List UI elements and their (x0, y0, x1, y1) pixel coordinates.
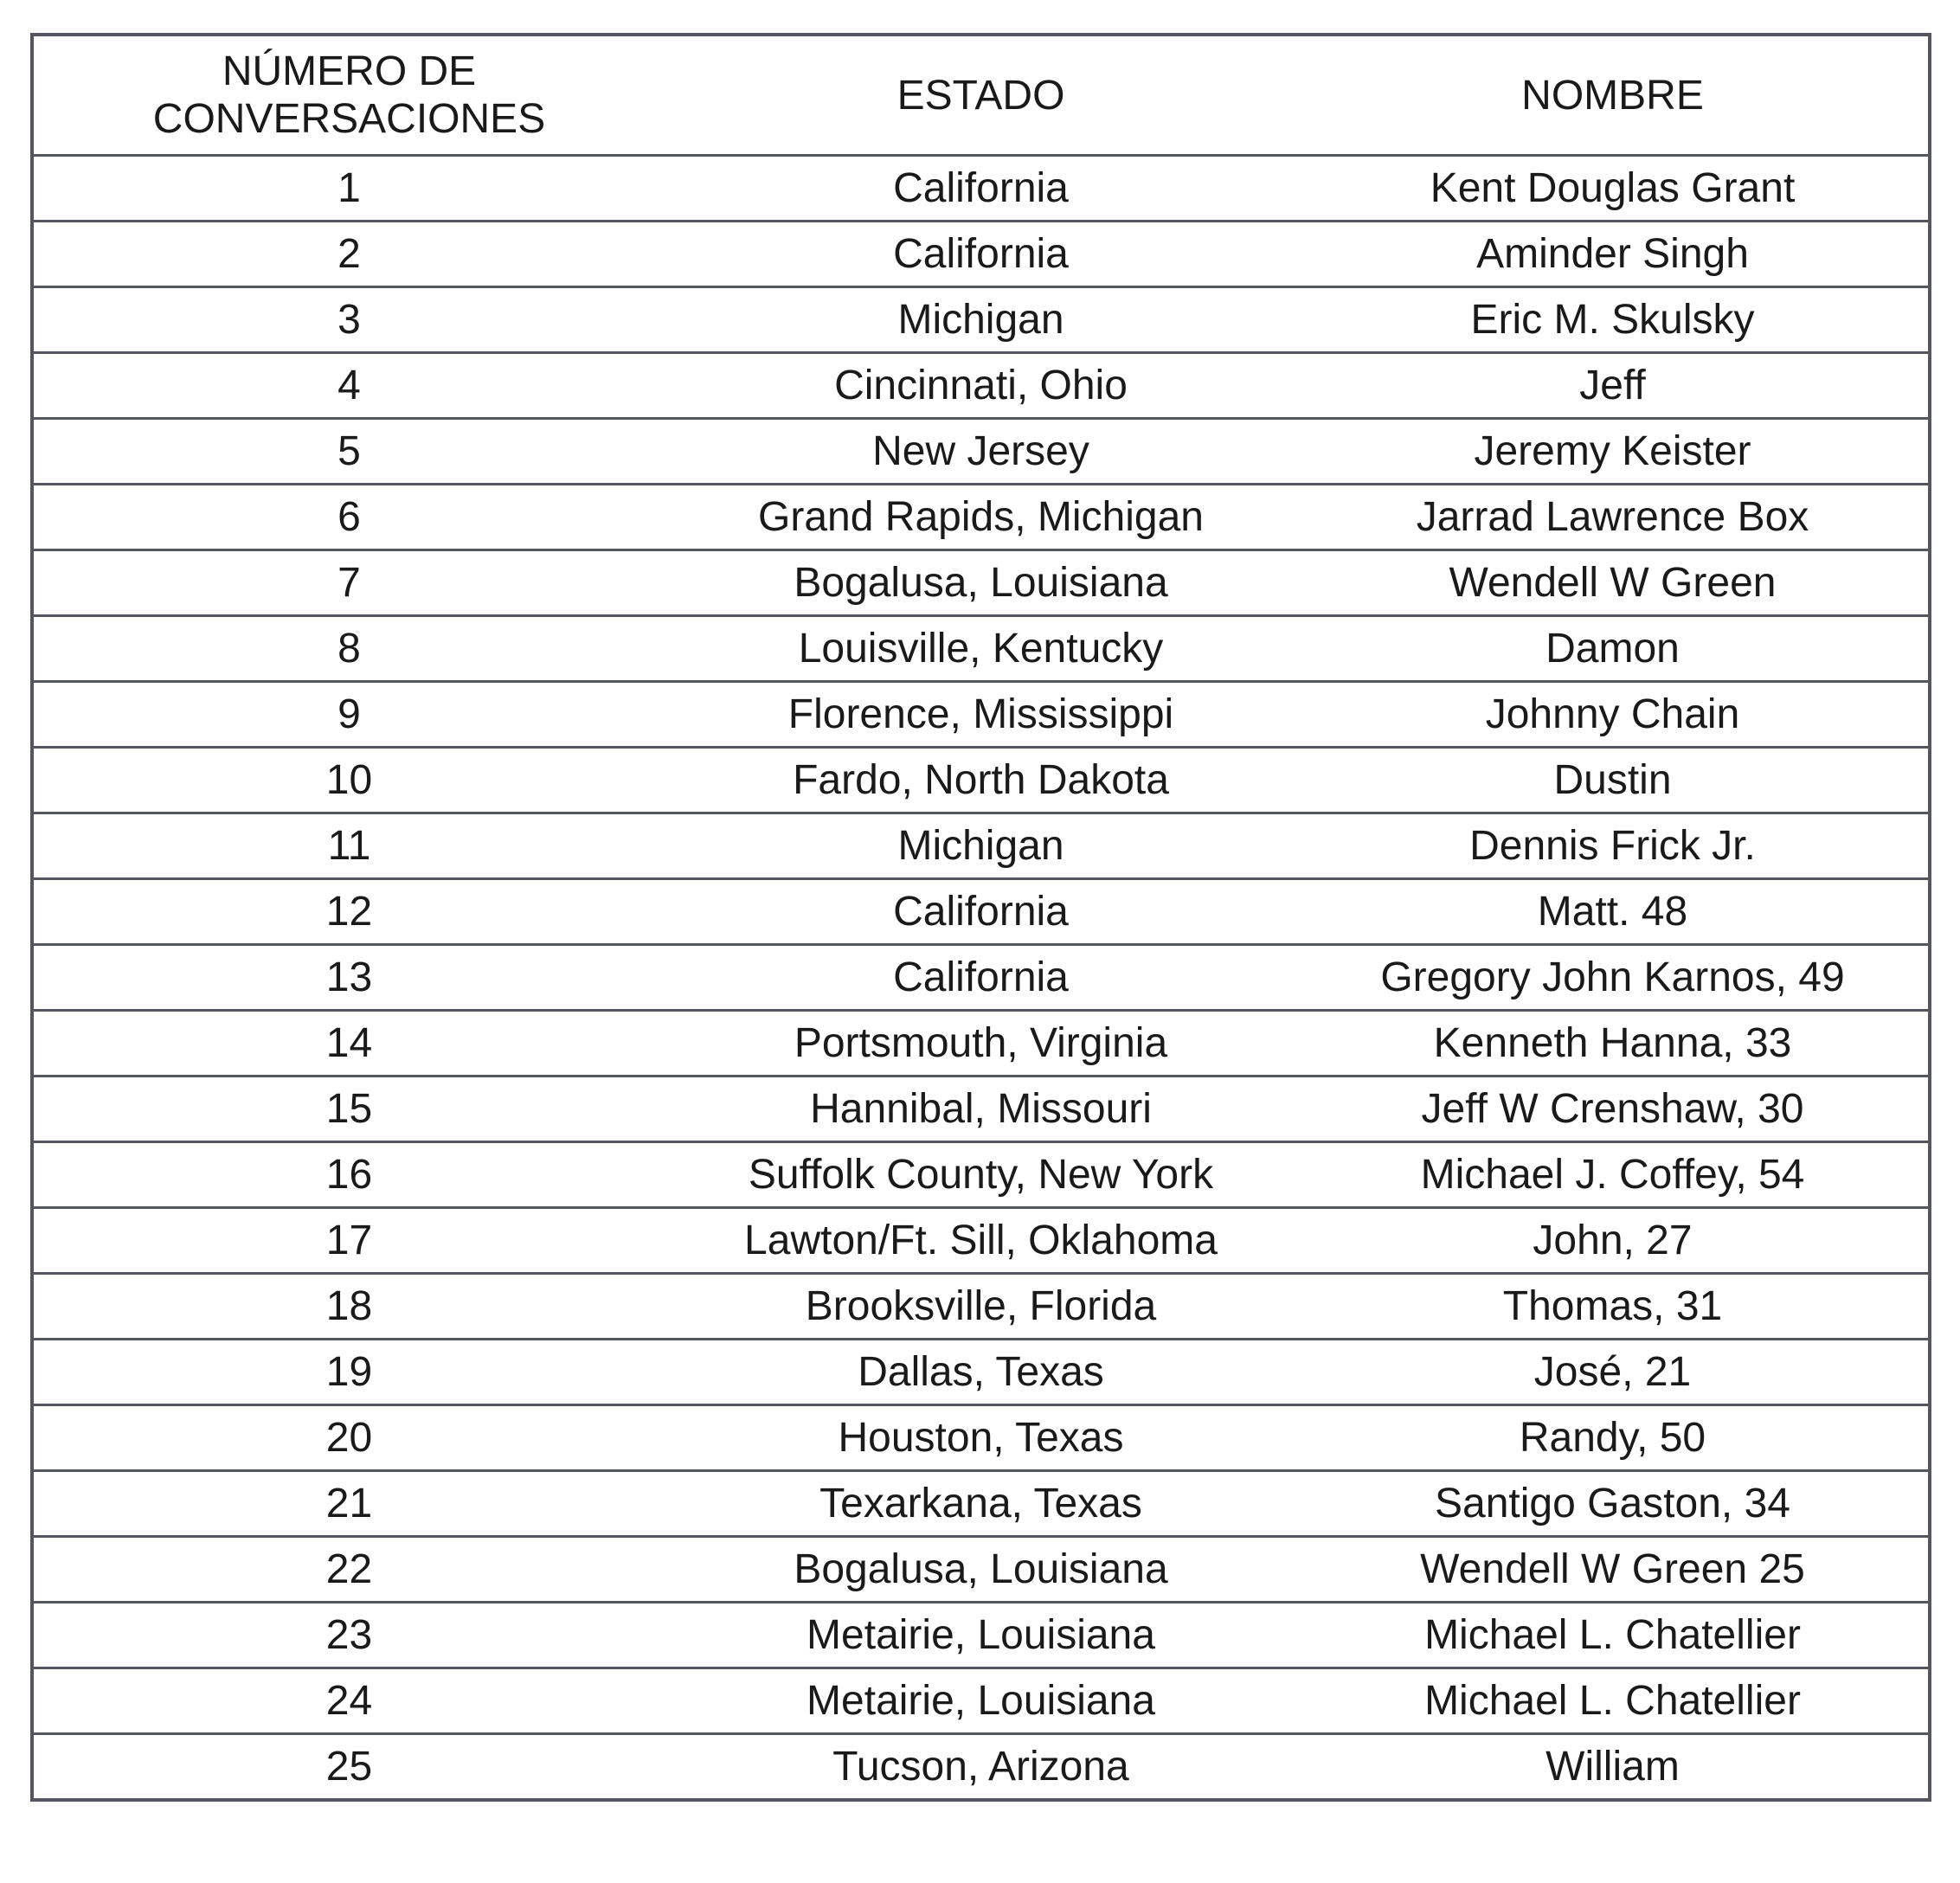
table-row (32, 1668, 1930, 1734)
cell-state: Bogalusa, Louisiana (665, 550, 1297, 616)
cell-conversation-number: 5 (32, 419, 665, 485)
cell-conversation-number: 3 (32, 287, 665, 353)
table-row (32, 1142, 1930, 1208)
cell-conversation-number: 9 (32, 682, 665, 748)
table-row (32, 1340, 1930, 1405)
cell-conversation-number: 1 (32, 156, 665, 222)
table-row (32, 945, 1930, 1011)
cell-state: Florence, Mississippi (665, 682, 1297, 748)
cell-state: Metairie, Louisiana (665, 1603, 1297, 1668)
cell-name: Kent Douglas Grant (1297, 156, 1930, 222)
table-row (32, 222, 1930, 287)
table-row (32, 879, 1930, 945)
cell-conversation-number: 16 (32, 1142, 665, 1208)
cell-state: California (665, 879, 1297, 945)
cell-state: Texarkana, Texas (665, 1471, 1297, 1537)
header-conversation-number: NÚMERO DE CONVERSACIONES (32, 35, 665, 156)
table-row (32, 1405, 1930, 1471)
conversations-table (30, 33, 1931, 1802)
cell-state: California (665, 222, 1297, 287)
cell-name: Dennis Frick Jr. (1297, 813, 1930, 879)
cell-conversation-number: 10 (32, 748, 665, 813)
cell-name: Kenneth Hanna, 33 (1297, 1011, 1930, 1076)
cell-name: Eric M. Skulsky (1297, 287, 1930, 353)
table-row (32, 682, 1930, 748)
table-row (32, 616, 1930, 682)
cell-name: Gregory John Karnos, 49 (1297, 945, 1930, 1011)
cell-state: Suffolk County, New York (665, 1142, 1297, 1208)
cell-conversation-number: 20 (32, 1405, 665, 1471)
cell-conversation-number: 19 (32, 1340, 665, 1405)
cell-conversation-number: 6 (32, 485, 665, 550)
cell-conversation-number: 8 (32, 616, 665, 682)
cell-conversation-number: 2 (32, 222, 665, 287)
cell-conversation-number: 21 (32, 1471, 665, 1537)
cell-state: Portsmouth, Virginia (665, 1011, 1297, 1076)
cell-state: Cincinnati, Ohio (665, 353, 1297, 419)
cell-conversation-number: 22 (32, 1537, 665, 1603)
header-row (32, 35, 1930, 156)
cell-conversation-number: 7 (32, 550, 665, 616)
table-row (32, 1734, 1930, 1801)
table-row (32, 1471, 1930, 1537)
conversations-table-container (30, 33, 1928, 1802)
cell-conversation-number: 14 (32, 1011, 665, 1076)
cell-conversation-number: 18 (32, 1274, 665, 1340)
table-row (32, 156, 1930, 222)
table-row (32, 1274, 1930, 1340)
cell-name: Matt. 48 (1297, 879, 1930, 945)
cell-conversation-number: 24 (32, 1668, 665, 1734)
cell-state: Tucson, Arizona (665, 1734, 1297, 1801)
cell-state: Bogalusa, Louisiana (665, 1537, 1297, 1603)
cell-name: Santigo Gaston, 34 (1297, 1471, 1930, 1537)
table-row (32, 748, 1930, 813)
cell-name: John, 27 (1297, 1208, 1930, 1274)
cell-state: Fardo, North Dakota (665, 748, 1297, 813)
table-row (32, 550, 1930, 616)
table-row (32, 287, 1930, 353)
cell-conversation-number: 15 (32, 1076, 665, 1142)
cell-name: Thomas, 31 (1297, 1274, 1930, 1340)
cell-name: Wendell W Green (1297, 550, 1930, 616)
cell-conversation-number: 4 (32, 353, 665, 419)
cell-state: Michigan (665, 813, 1297, 879)
cell-state: Houston, Texas (665, 1405, 1297, 1471)
table-row (32, 1011, 1930, 1076)
cell-name: Michael L. Chatellier (1297, 1668, 1930, 1734)
cell-conversation-number: 11 (32, 813, 665, 879)
cell-name: Michael L. Chatellier (1297, 1603, 1930, 1668)
cell-name: William (1297, 1734, 1930, 1801)
cell-state: Dallas, Texas (665, 1340, 1297, 1405)
cell-state: California (665, 945, 1297, 1011)
cell-name: Jeff (1297, 353, 1930, 419)
cell-state: New Jersey (665, 419, 1297, 485)
cell-state: Metairie, Louisiana (665, 1668, 1297, 1734)
table-row (32, 1537, 1930, 1603)
cell-name: Michael J. Coffey, 54 (1297, 1142, 1930, 1208)
cell-state: Louisville, Kentucky (665, 616, 1297, 682)
cell-name: Jeremy Keister (1297, 419, 1930, 485)
cell-state: Grand Rapids, Michigan (665, 485, 1297, 550)
cell-name: Randy, 50 (1297, 1405, 1930, 1471)
cell-state: Michigan (665, 287, 1297, 353)
cell-state: Brooksville, Florida (665, 1274, 1297, 1340)
cell-conversation-number: 23 (32, 1603, 665, 1668)
cell-conversation-number: 25 (32, 1734, 665, 1801)
cell-state: California (665, 156, 1297, 222)
cell-name: Dustin (1297, 748, 1930, 813)
table-row (32, 1076, 1930, 1142)
table-row (32, 1603, 1930, 1668)
table-header (32, 35, 1930, 156)
cell-name: Johnny Chain (1297, 682, 1930, 748)
cell-name: Damon (1297, 616, 1930, 682)
header-state: ESTADO (665, 35, 1297, 156)
table-row (32, 419, 1930, 485)
table-row (32, 813, 1930, 879)
cell-name: Jarrad Lawrence Box (1297, 485, 1930, 550)
cell-name: José, 21 (1297, 1340, 1930, 1405)
table-row (32, 353, 1930, 419)
cell-name: Wendell W Green 25 (1297, 1537, 1930, 1603)
table-row (32, 1208, 1930, 1274)
cell-state: Hannibal, Missouri (665, 1076, 1297, 1142)
header-name: NOMBRE (1297, 35, 1930, 156)
table-row (32, 485, 1930, 550)
cell-conversation-number: 12 (32, 879, 665, 945)
cell-conversation-number: 17 (32, 1208, 665, 1274)
cell-name: Aminder Singh (1297, 222, 1930, 287)
cell-conversation-number: 13 (32, 945, 665, 1011)
table-body (32, 156, 1930, 1801)
cell-state: Lawton/Ft. Sill, Oklahoma (665, 1208, 1297, 1274)
cell-name: Jeff W Crenshaw, 30 (1297, 1076, 1930, 1142)
